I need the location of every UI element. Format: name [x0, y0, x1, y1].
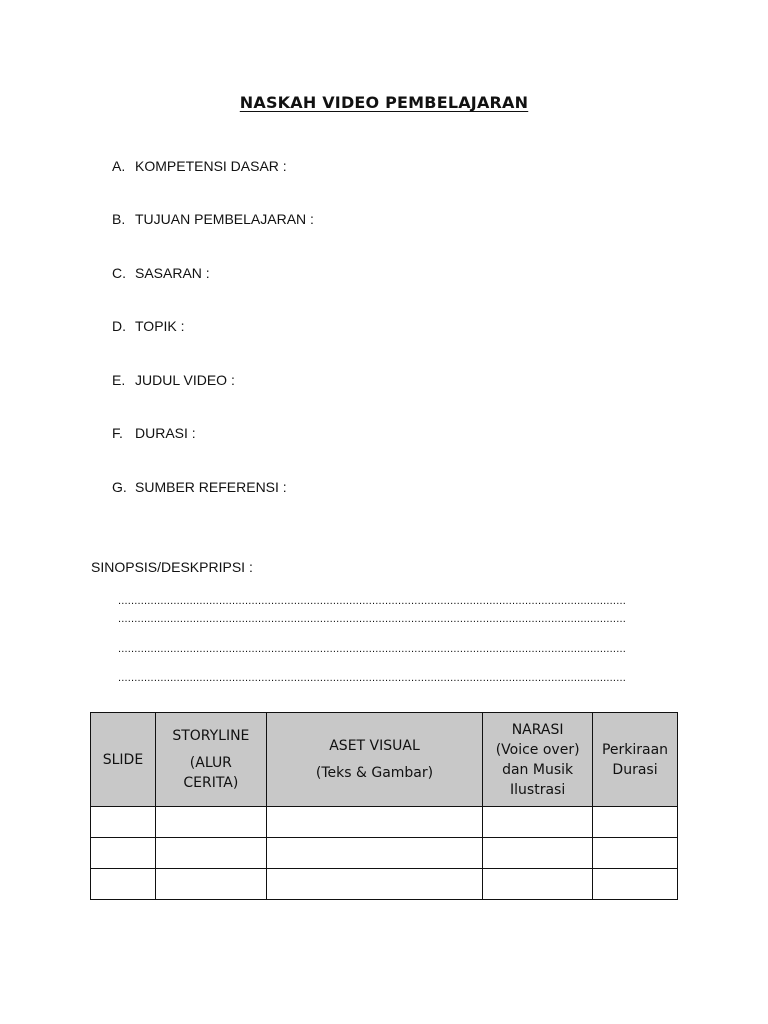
script-table	[90, 712, 678, 900]
table-row	[91, 838, 678, 869]
table-cell	[91, 807, 156, 838]
header-slide	[91, 713, 156, 807]
synopsis-dotted-line: ............................................................................................................................................................	[118, 596, 626, 606]
header-text: (Teks & Gambar)	[315, 765, 434, 781]
header-text: Perkiraan	[601, 741, 669, 758]
item-label: SUMBER REFERENSI :	[135, 479, 287, 495]
header-aset-visual	[266, 713, 482, 807]
synopsis-dotted-line: ............................................................................................................................................................	[118, 673, 626, 683]
table-cell	[266, 869, 482, 900]
table-header-row	[91, 713, 678, 807]
table-cell	[155, 838, 266, 869]
header-narasi	[483, 713, 593, 807]
table-row	[91, 869, 678, 900]
table-cell	[593, 838, 678, 869]
item-letter: A.	[112, 158, 126, 174]
item-letter: G.	[112, 479, 127, 495]
item-letter: D.	[112, 318, 126, 334]
synopsis-dotted-line: ............................................................................................................................................................	[118, 644, 626, 654]
item-durasi	[112, 425, 196, 441]
header-text: (ALUR	[189, 755, 232, 771]
header-text: ASET VISUAL	[329, 738, 420, 754]
header-text: STORYLINE	[172, 728, 250, 744]
item-label: TUJUAN PEMBELAJARAN :	[135, 211, 314, 227]
table-cell	[155, 869, 266, 900]
synopsis-label: SINOPSIS/DESKPRIPSI :	[91, 559, 253, 575]
item-label: SASARAN :	[135, 265, 210, 281]
table-cell	[266, 807, 482, 838]
item-label: JUDUL VIDEO :	[135, 372, 235, 388]
page-title: NASKAH VIDEO PEMBELAJARAN	[239, 93, 529, 112]
header-text: Durasi	[612, 761, 658, 778]
table-cell	[593, 869, 678, 900]
item-letter: C.	[112, 265, 126, 281]
item-letter: E.	[112, 372, 126, 388]
item-judul-video	[112, 372, 235, 388]
table-cell	[155, 807, 266, 838]
item-letter: F.	[112, 425, 123, 441]
item-topik	[112, 318, 185, 334]
item-label: TOPIK :	[135, 318, 185, 334]
item-sumber-referensi	[112, 479, 287, 495]
header-text: SLIDE	[102, 751, 144, 768]
header-text: Ilustrasi	[510, 781, 566, 798]
item-label: KOMPETENSI DASAR :	[135, 158, 287, 174]
item-kompetensi-dasar	[112, 158, 287, 174]
header-text: CERITA)	[183, 775, 239, 791]
item-tujuan-pembelajaran	[112, 211, 314, 227]
item-letter: B.	[112, 211, 126, 227]
table-cell	[91, 869, 156, 900]
table-cell	[483, 869, 593, 900]
header-perkiraan-durasi	[593, 713, 678, 807]
synopsis-dotted-line: ............................................................................................................................................................	[118, 614, 626, 624]
item-label: DURASI :	[135, 425, 196, 441]
header-text: dan Musik	[502, 761, 574, 778]
table-cell	[593, 807, 678, 838]
header-storyline	[155, 713, 266, 807]
table-row	[91, 807, 678, 838]
header-text: (Voice over)	[495, 741, 580, 758]
table-cell	[483, 838, 593, 869]
header-text: NARASI	[511, 721, 564, 738]
table-cell	[483, 807, 593, 838]
table-cell	[91, 838, 156, 869]
table-cell	[266, 838, 482, 869]
item-sasaran	[112, 265, 210, 281]
